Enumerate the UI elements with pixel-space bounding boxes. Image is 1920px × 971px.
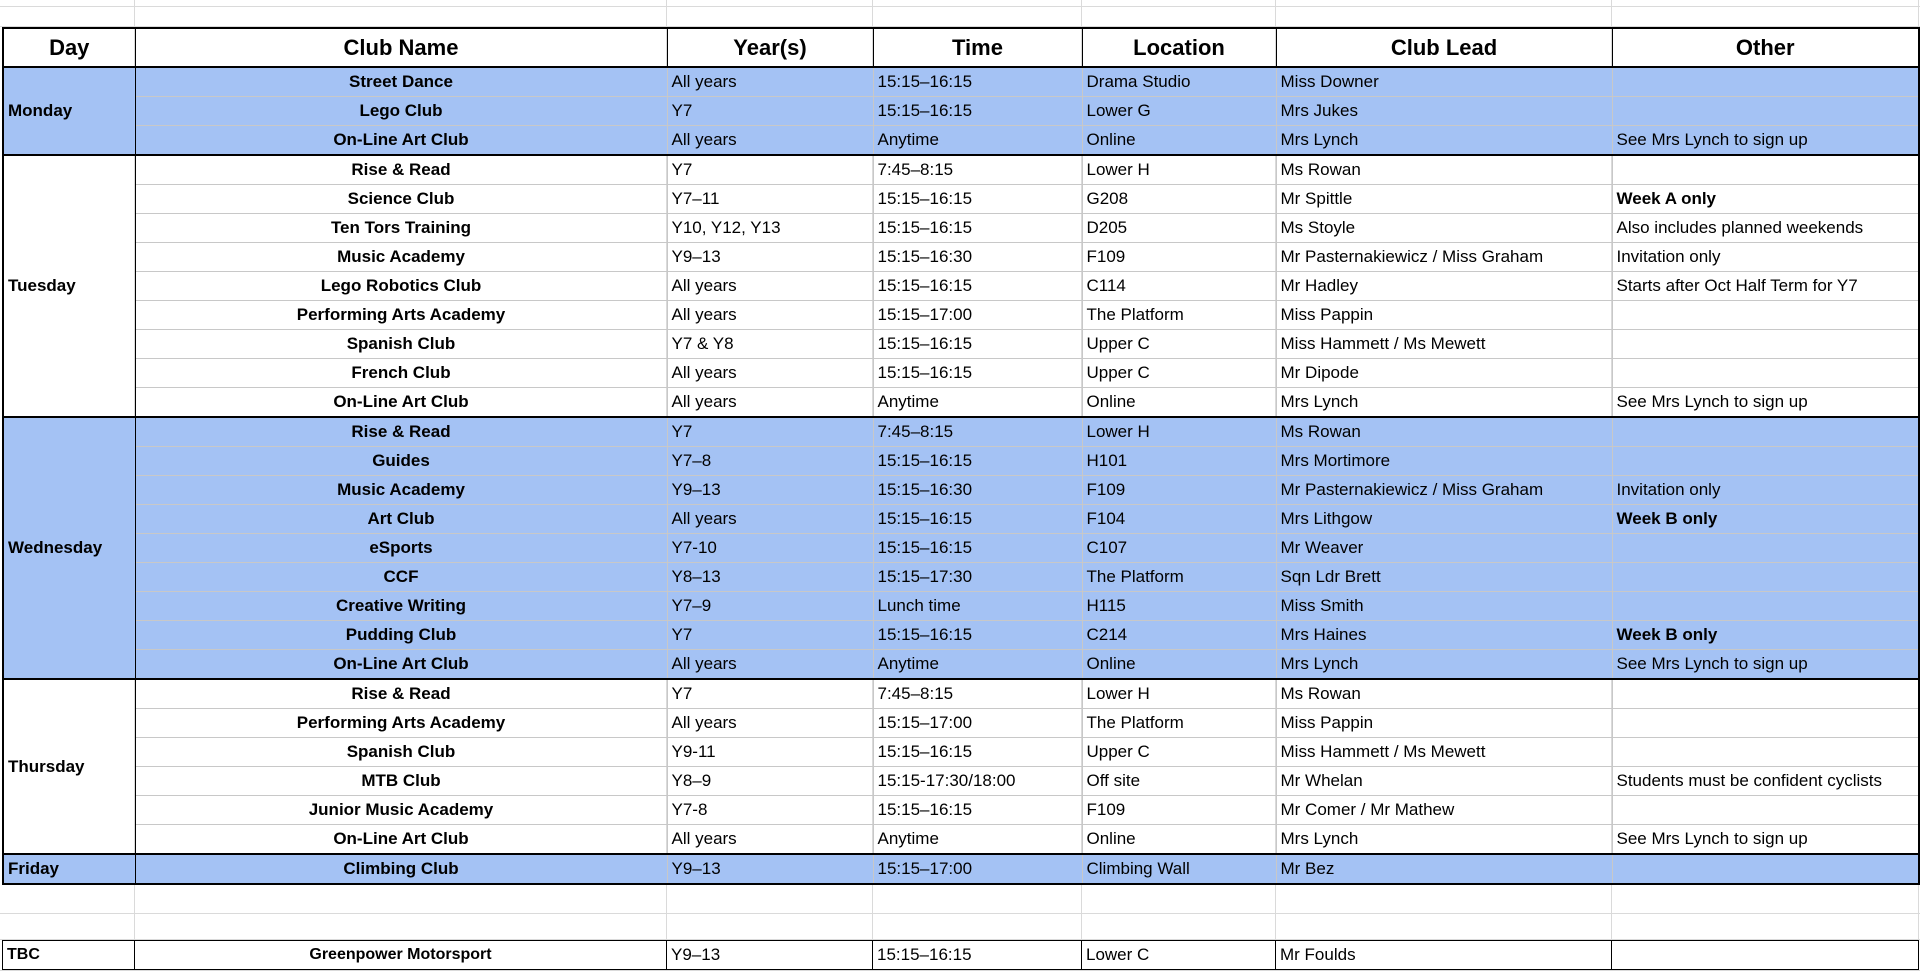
- club-lead-cell[interactable]: Miss Downer: [1276, 67, 1612, 97]
- tbc-club-name-cell[interactable]: Greenpower Motorsport: [135, 941, 667, 970]
- time-cell[interactable]: Anytime: [873, 126, 1082, 156]
- header-other[interactable]: Other: [1612, 28, 1919, 67]
- tbc-club-lead-cell[interactable]: Mr Foulds: [1276, 941, 1612, 970]
- time-cell[interactable]: 15:15–16:15: [873, 621, 1082, 650]
- years-cell[interactable]: All years: [667, 650, 873, 680]
- club-row: [3, 854, 1919, 884]
- time-cell[interactable]: 15:15–16:15: [873, 796, 1082, 825]
- location-cell[interactable]: Lower G: [1082, 97, 1276, 126]
- club-name-cell[interactable]: Science Club: [135, 185, 667, 214]
- club-name-cell[interactable]: Spanish Club: [135, 738, 667, 767]
- location-cell[interactable]: G208: [1082, 185, 1276, 214]
- club-row: [3, 155, 1919, 185]
- years-cell[interactable]: Y7–9: [667, 592, 873, 621]
- years-cell[interactable]: Y7–8: [667, 447, 873, 476]
- club-row: [3, 505, 1919, 534]
- other-cell[interactable]: [1612, 738, 1919, 767]
- other-cell[interactable]: See Mrs Lynch to sign up: [1612, 825, 1919, 855]
- years-cell[interactable]: Y8–13: [667, 563, 873, 592]
- other-cell[interactable]: Also includes planned weekends: [1612, 214, 1919, 243]
- location-cell[interactable]: Lower H: [1082, 679, 1276, 709]
- club-row: [3, 709, 1919, 738]
- location-cell[interactable]: C214: [1082, 621, 1276, 650]
- time-cell[interactable]: 15:15–17:00: [873, 709, 1082, 738]
- other-cell[interactable]: See Mrs Lynch to sign up: [1612, 388, 1919, 418]
- years-cell[interactable]: Y7 & Y8: [667, 330, 873, 359]
- time-cell[interactable]: 7:45–8:15: [873, 155, 1082, 185]
- years-cell[interactable]: All years: [667, 709, 873, 738]
- club-row: [3, 359, 1919, 388]
- years-cell[interactable]: Y7-10: [667, 534, 873, 563]
- club-name-cell[interactable]: Climbing Club: [135, 854, 667, 884]
- other-cell[interactable]: [1612, 417, 1919, 447]
- location-cell[interactable]: Online: [1082, 650, 1276, 680]
- club-name-cell[interactable]: Spanish Club: [135, 330, 667, 359]
- years-cell[interactable]: All years: [667, 505, 873, 534]
- sheet-grid-row: [0, 913, 1920, 940]
- time-cell[interactable]: 15:15-17:30/18:00: [873, 767, 1082, 796]
- club-lead-cell[interactable]: Ms Stoyle: [1276, 214, 1612, 243]
- years-cell[interactable]: Y7: [667, 679, 873, 709]
- day-cell-tuesday[interactable]: Tuesday: [3, 155, 135, 417]
- club-name-cell[interactable]: MTB Club: [135, 767, 667, 796]
- tbc-day-cell[interactable]: TBC: [3, 941, 135, 970]
- club-lead-cell[interactable]: Mr Dipode: [1276, 359, 1612, 388]
- club-lead-cell[interactable]: Mrs Lynch: [1276, 126, 1612, 156]
- time-cell[interactable]: 15:15–16:15: [873, 447, 1082, 476]
- sheet-grid-row: [0, 6, 1920, 27]
- club-name-cell[interactable]: Rise & Read: [135, 155, 667, 185]
- other-cell[interactable]: [1612, 97, 1919, 126]
- location-cell[interactable]: Climbing Wall: [1082, 854, 1276, 884]
- other-cell[interactable]: [1612, 592, 1919, 621]
- location-cell[interactable]: C114: [1082, 272, 1276, 301]
- other-cell[interactable]: See Mrs Lynch to sign up: [1612, 126, 1919, 156]
- club-row: [3, 272, 1919, 301]
- club-row: [3, 592, 1919, 621]
- time-cell[interactable]: 15:15–16:15: [873, 67, 1082, 97]
- time-cell[interactable]: 15:15–16:15: [873, 505, 1082, 534]
- other-cell[interactable]: Week B only: [1612, 505, 1919, 534]
- other-cell[interactable]: Invitation only: [1612, 476, 1919, 505]
- location-cell[interactable]: Online: [1082, 126, 1276, 156]
- years-cell[interactable]: Y9–13: [667, 476, 873, 505]
- location-cell[interactable]: Upper C: [1082, 359, 1276, 388]
- years-cell[interactable]: Y7: [667, 417, 873, 447]
- other-cell[interactable]: [1612, 534, 1919, 563]
- club-name-cell[interactable]: Performing Arts Academy: [135, 709, 667, 738]
- years-cell[interactable]: Y8–9: [667, 767, 873, 796]
- other-cell[interactable]: Week B only: [1612, 621, 1919, 650]
- location-cell[interactable]: D205: [1082, 214, 1276, 243]
- club-lead-cell[interactable]: Mr Whelan: [1276, 767, 1612, 796]
- club-lead-cell[interactable]: Miss Smith: [1276, 592, 1612, 621]
- time-cell[interactable]: 15:15–16:15: [873, 272, 1082, 301]
- club-lead-cell[interactable]: Miss Pappin: [1276, 301, 1612, 330]
- other-cell[interactable]: [1612, 563, 1919, 592]
- club-row: [3, 563, 1919, 592]
- club-name-cell[interactable]: Rise & Read: [135, 679, 667, 709]
- time-cell[interactable]: 15:15–17:30: [873, 563, 1082, 592]
- day-cell-monday[interactable]: Monday: [3, 67, 135, 155]
- club-lead-cell[interactable]: Miss Hammett / Ms Mewett: [1276, 330, 1612, 359]
- years-cell[interactable]: Y9–13: [667, 243, 873, 272]
- club-lead-cell[interactable]: Mr Pasternakiewicz / Miss Graham: [1276, 243, 1612, 272]
- location-cell[interactable]: The Platform: [1082, 709, 1276, 738]
- club-name-cell[interactable]: Music Academy: [135, 243, 667, 272]
- years-cell[interactable]: Y7: [667, 155, 873, 185]
- header-years[interactable]: Year(s): [667, 28, 873, 67]
- years-cell[interactable]: Y7: [667, 97, 873, 126]
- years-cell[interactable]: All years: [667, 359, 873, 388]
- location-cell[interactable]: Upper C: [1082, 738, 1276, 767]
- time-cell[interactable]: 15:15–16:15: [873, 330, 1082, 359]
- club-name-cell[interactable]: Lego Robotics Club: [135, 272, 667, 301]
- header-club-lead[interactable]: Club Lead: [1276, 28, 1612, 67]
- other-cell[interactable]: Students must be confident cyclists: [1612, 767, 1919, 796]
- years-cell[interactable]: Y9-11: [667, 738, 873, 767]
- club-lead-cell[interactable]: Mrs Jukes: [1276, 97, 1612, 126]
- club-row: [3, 185, 1919, 214]
- other-cell[interactable]: Invitation only: [1612, 243, 1919, 272]
- club-name-cell[interactable]: On-Line Art Club: [135, 650, 667, 680]
- day-cell-wednesday[interactable]: Wednesday: [3, 417, 135, 679]
- time-cell[interactable]: 15:15–16:15: [873, 185, 1082, 214]
- other-cell[interactable]: [1612, 301, 1919, 330]
- other-cell[interactable]: [1612, 359, 1919, 388]
- time-cell[interactable]: 15:15–16:15: [873, 359, 1082, 388]
- club-row: [3, 767, 1919, 796]
- tbc-location-cell[interactable]: Lower C: [1082, 941, 1276, 970]
- club-name-cell[interactable]: Rise & Read: [135, 417, 667, 447]
- location-cell[interactable]: Lower H: [1082, 155, 1276, 185]
- club-row: [3, 97, 1919, 126]
- club-row: [3, 650, 1919, 680]
- time-cell[interactable]: Anytime: [873, 650, 1082, 680]
- years-cell[interactable]: Y7–11: [667, 185, 873, 214]
- location-cell[interactable]: H115: [1082, 592, 1276, 621]
- clubs-table: [2, 27, 1920, 885]
- location-cell[interactable]: F109: [1082, 476, 1276, 505]
- day-cell-thursday[interactable]: Thursday: [3, 679, 135, 854]
- club-row: [3, 447, 1919, 476]
- club-row: [3, 621, 1919, 650]
- time-cell[interactable]: 7:45–8:15: [873, 417, 1082, 447]
- club-lead-cell[interactable]: Mr Hadley: [1276, 272, 1612, 301]
- years-cell[interactable]: All years: [667, 388, 873, 418]
- other-cell[interactable]: [1612, 447, 1919, 476]
- time-cell[interactable]: 15:15–17:00: [873, 301, 1082, 330]
- club-row: [3, 825, 1919, 855]
- location-cell[interactable]: The Platform: [1082, 563, 1276, 592]
- club-name-cell[interactable]: Pudding Club: [135, 621, 667, 650]
- time-cell[interactable]: 7:45–8:15: [873, 679, 1082, 709]
- other-cell[interactable]: Starts after Oct Half Term for Y7: [1612, 272, 1919, 301]
- time-cell[interactable]: 15:15–16:15: [873, 534, 1082, 563]
- location-cell[interactable]: Drama Studio: [1082, 67, 1276, 97]
- club-lead-cell[interactable]: Mrs Haines: [1276, 621, 1612, 650]
- sheet-grid-row: [0, 885, 1920, 914]
- other-cell[interactable]: [1612, 709, 1919, 738]
- club-name-cell[interactable]: Lego Club: [135, 97, 667, 126]
- club-name-cell[interactable]: On-Line Art Club: [135, 825, 667, 855]
- club-lead-cell[interactable]: Mrs Lynch: [1276, 388, 1612, 418]
- club-row: [3, 301, 1919, 330]
- club-row: [3, 388, 1919, 418]
- years-cell[interactable]: All years: [667, 67, 873, 97]
- years-cell[interactable]: All years: [667, 272, 873, 301]
- club-lead-cell[interactable]: Sqn Ldr Brett: [1276, 563, 1612, 592]
- header-row: [3, 28, 1919, 67]
- years-cell[interactable]: Y7: [667, 621, 873, 650]
- location-cell[interactable]: Online: [1082, 825, 1276, 855]
- time-cell[interactable]: 15:15–16:15: [873, 97, 1082, 126]
- club-lead-cell[interactable]: Mr Bez: [1276, 854, 1612, 884]
- club-row: [3, 67, 1919, 97]
- club-name-cell[interactable]: Street Dance: [135, 67, 667, 97]
- header-location[interactable]: Location: [1082, 28, 1276, 67]
- header-club-name[interactable]: Club Name: [135, 28, 667, 67]
- time-cell[interactable]: Anytime: [873, 825, 1082, 855]
- other-cell[interactable]: [1612, 854, 1919, 884]
- time-cell[interactable]: 15:15–16:30: [873, 243, 1082, 272]
- years-cell[interactable]: Y9–13: [667, 854, 873, 884]
- location-cell[interactable]: The Platform: [1082, 301, 1276, 330]
- club-row: [3, 214, 1919, 243]
- club-lead-cell[interactable]: Ms Rowan: [1276, 679, 1612, 709]
- location-cell[interactable]: Upper C: [1082, 330, 1276, 359]
- club-lead-cell[interactable]: Ms Rowan: [1276, 155, 1612, 185]
- location-cell[interactable]: Off site: [1082, 767, 1276, 796]
- location-cell[interactable]: F109: [1082, 243, 1276, 272]
- location-cell[interactable]: Online: [1082, 388, 1276, 418]
- day-cell-friday[interactable]: Friday: [3, 854, 135, 884]
- club-name-cell[interactable]: Art Club: [135, 505, 667, 534]
- header-time[interactable]: Time: [873, 28, 1082, 67]
- club-lead-cell[interactable]: Mrs Lynch: [1276, 825, 1612, 855]
- location-cell[interactable]: H101: [1082, 447, 1276, 476]
- club-lead-cell[interactable]: Mr Pasternakiewicz / Miss Graham: [1276, 476, 1612, 505]
- location-cell[interactable]: F109: [1082, 796, 1276, 825]
- time-cell[interactable]: 15:15–16:15: [873, 214, 1082, 243]
- club-row: [3, 476, 1919, 505]
- other-cell[interactable]: [1612, 155, 1919, 185]
- club-name-cell[interactable]: Ten Tors Training: [135, 214, 667, 243]
- club-lead-cell[interactable]: Mr Comer / Mr Mathew: [1276, 796, 1612, 825]
- other-cell[interactable]: [1612, 67, 1919, 97]
- club-row: [3, 796, 1919, 825]
- club-lead-cell[interactable]: Mrs Lithgow: [1276, 505, 1612, 534]
- tbc-years-cell[interactable]: Y9–13: [667, 941, 873, 970]
- club-lead-cell[interactable]: Mrs Mortimore: [1276, 447, 1612, 476]
- time-cell[interactable]: Lunch time: [873, 592, 1082, 621]
- tbc-table: [2, 940, 1919, 970]
- other-cell[interactable]: [1612, 679, 1919, 709]
- club-lead-cell[interactable]: Miss Pappin: [1276, 709, 1612, 738]
- club-name-cell[interactable]: eSports: [135, 534, 667, 563]
- location-cell[interactable]: F104: [1082, 505, 1276, 534]
- club-row: [3, 738, 1919, 767]
- club-name-cell[interactable]: Guides: [135, 447, 667, 476]
- other-cell[interactable]: Week A only: [1612, 185, 1919, 214]
- club-row: [3, 679, 1919, 709]
- club-row: [3, 243, 1919, 272]
- time-cell[interactable]: Anytime: [873, 388, 1082, 418]
- other-cell[interactable]: [1612, 796, 1919, 825]
- other-cell[interactable]: See Mrs Lynch to sign up: [1612, 650, 1919, 680]
- club-name-cell[interactable]: CCF: [135, 563, 667, 592]
- tbc-row: [3, 941, 1919, 970]
- years-cell[interactable]: Y7-8: [667, 796, 873, 825]
- time-cell[interactable]: 15:15–17:00: [873, 854, 1082, 884]
- years-cell[interactable]: Y10, Y12, Y13: [667, 214, 873, 243]
- club-name-cell[interactable]: Performing Arts Academy: [135, 301, 667, 330]
- club-name-cell[interactable]: Junior Music Academy: [135, 796, 667, 825]
- club-name-cell[interactable]: On-Line Art Club: [135, 388, 667, 418]
- club-name-cell[interactable]: French Club: [135, 359, 667, 388]
- club-row: [3, 534, 1919, 563]
- years-cell[interactable]: All years: [667, 825, 873, 855]
- time-cell[interactable]: 15:15–16:30: [873, 476, 1082, 505]
- club-lead-cell[interactable]: Ms Rowan: [1276, 417, 1612, 447]
- location-cell[interactable]: C107: [1082, 534, 1276, 563]
- header-day[interactable]: Day: [3, 28, 135, 67]
- club-name-cell[interactable]: Music Academy: [135, 476, 667, 505]
- club-name-cell[interactable]: On-Line Art Club: [135, 126, 667, 156]
- club-lead-cell[interactable]: Mr Weaver: [1276, 534, 1612, 563]
- years-cell[interactable]: All years: [667, 301, 873, 330]
- time-cell[interactable]: 15:15–16:15: [873, 738, 1082, 767]
- club-lead-cell[interactable]: Mrs Lynch: [1276, 650, 1612, 680]
- club-lead-cell[interactable]: Mr Spittle: [1276, 185, 1612, 214]
- tbc-other-cell[interactable]: [1612, 941, 1919, 970]
- tbc-time-cell[interactable]: 15:15–16:15: [873, 941, 1082, 970]
- club-lead-cell[interactable]: Miss Hammett / Ms Mewett: [1276, 738, 1612, 767]
- club-name-cell[interactable]: Creative Writing: [135, 592, 667, 621]
- years-cell[interactable]: All years: [667, 126, 873, 156]
- club-row: [3, 126, 1919, 156]
- other-cell[interactable]: [1612, 330, 1919, 359]
- club-row: [3, 417, 1919, 447]
- club-row: [3, 330, 1919, 359]
- location-cell[interactable]: Lower H: [1082, 417, 1276, 447]
